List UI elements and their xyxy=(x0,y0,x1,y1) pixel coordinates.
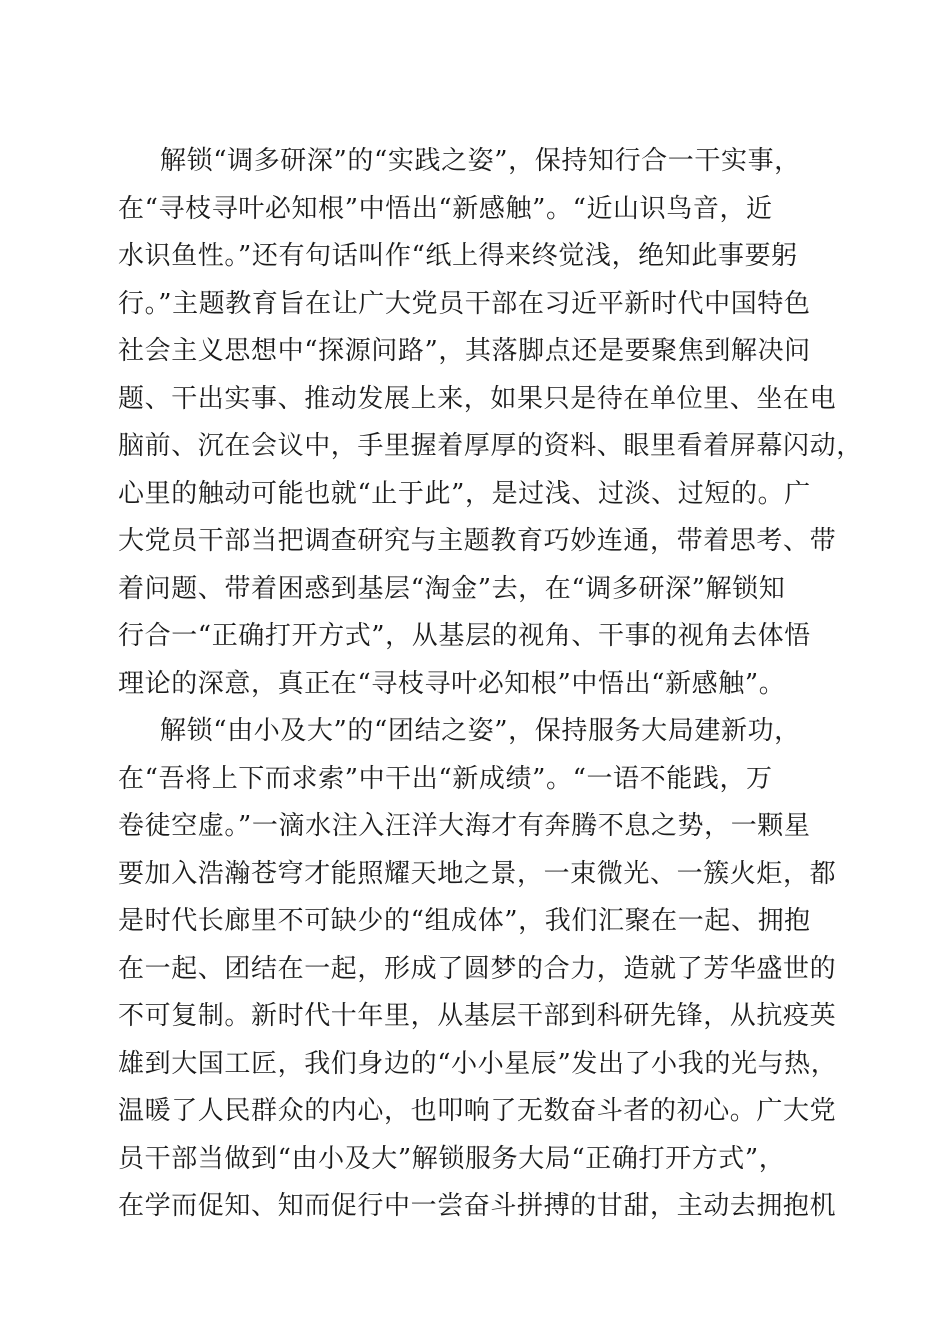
text-line: 在学而促知、知而促行中一尝奋斗拼搏的甘甜，主动去拥抱机 xyxy=(118,1191,837,1221)
text-line: 行合一“正确打开方式”，从基层的视角、干事的视角去体悟 xyxy=(118,621,811,651)
text-line: 卷徒空虚。”一滴水注入汪洋大海才有奔腾不息之势，一颗星 xyxy=(118,811,811,841)
text-line: 雄到大国工匠，我们身边的“小小星辰”发出了小我的光与热， xyxy=(118,1048,838,1079)
text-line: 解锁“由小及大”的“团结之姿”，保持服务大局建新功， xyxy=(160,716,801,746)
text-line: 脑前、沉在会议中，手里握着厚厚的资料、眼里看着屏幕闪动， xyxy=(118,431,863,461)
text-line: 社会主义思想中“探源问路”，其落脚点还是要聚焦到解决问 xyxy=(118,336,811,366)
text-line: 员干部当做到“由小及大”解锁服务大局“正确打开方式”， xyxy=(118,1143,786,1174)
text-line: 水识鱼性。”还有句话叫作“纸上得来终觉浅，绝知此事要躬 xyxy=(118,241,798,271)
paragraph-2 xyxy=(118,708,838,1231)
text-line: 是时代长廊里不可缺少的“组成体”，我们汇聚在一起、拥抱 xyxy=(118,906,811,936)
paragraph-1 xyxy=(118,138,863,708)
text-line: 大党员干部当把调查研究与主题教育巧妙连通，带着思考、带 xyxy=(118,526,837,556)
text-line: 温暖了人民群众的内心，也叩响了无数奋斗者的初心。广大党 xyxy=(118,1096,837,1126)
text-line: 在“寻枝寻叶必知根”中悟出“新感触”。“近山识鸟音，近 xyxy=(118,193,773,224)
text-line: 不可复制。新时代十年里，从基层干部到科研先锋，从抗疫英 xyxy=(118,1001,837,1031)
text-line: 解锁“调多研深”的“实践之姿”，保持知行合一干实事， xyxy=(160,146,801,176)
text-line: 在一起、团结在一起，形成了圆梦的合力，造就了芳华盛世的 xyxy=(118,953,837,984)
text-line: 理论的深意，真正在“寻枝寻叶必知根”中悟出“新感触”。 xyxy=(118,668,786,699)
text-line: 题、干出实事、推动发展上来，如果只是待在单位里、坐在电 xyxy=(118,383,837,414)
text-line: 心里的触动可能也就“止于此”，是过浅、过淡、过短的。广 xyxy=(118,478,811,509)
text-line: 在“吾将上下而求索”中干出“新成绩”。“一语不能践，万 xyxy=(118,763,773,794)
text-line: 着问题、带着困惑到基层“淘金”去，在“调多研深”解锁知 xyxy=(118,573,786,604)
text-line: 要加入浩瀚苍穹才能照耀天地之景，一束微光、一簇火炬，都 xyxy=(118,858,837,889)
document-body xyxy=(118,138,863,1231)
text-line: 行。”主题教育旨在让广大党员干部在习近平新时代中国特色 xyxy=(118,288,811,319)
